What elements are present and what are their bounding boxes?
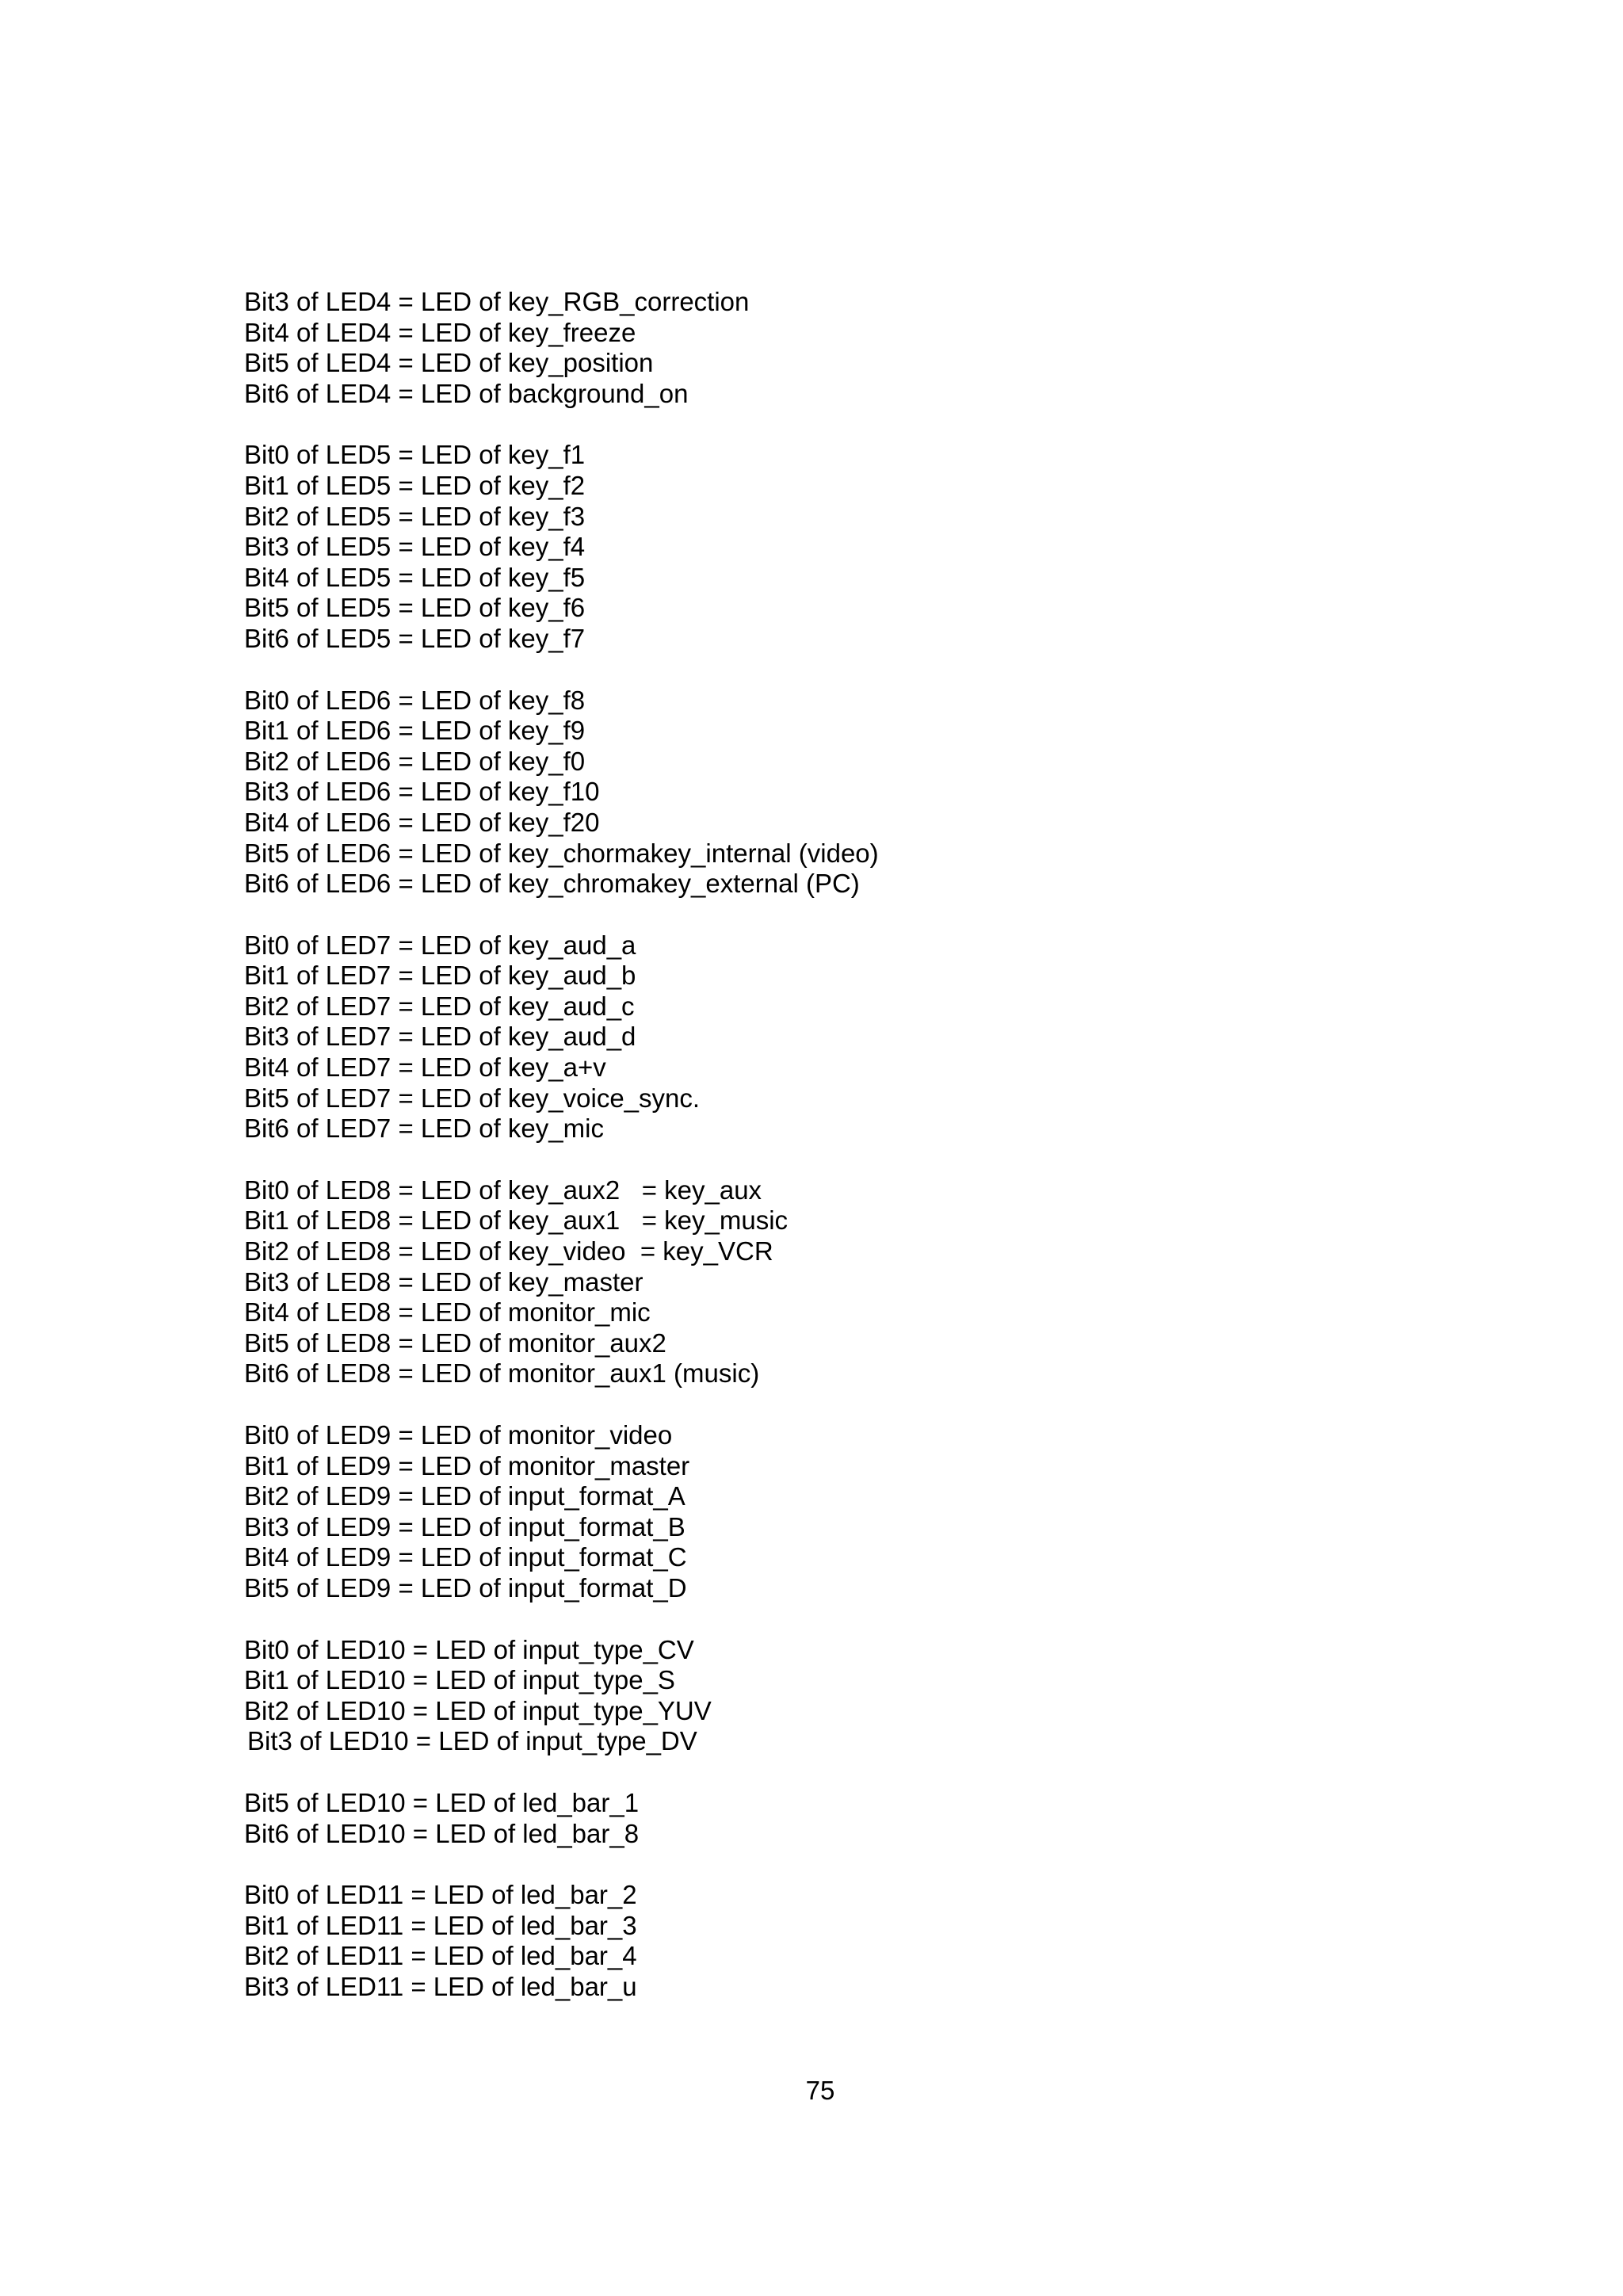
bit-mapping-line: Bit5 of LED6 = LED of key_chormakey_internal (video) <box>244 838 879 868</box>
bit-mapping-line: Bit6 of LED8 = LED of monitor_aux1 (music) <box>244 1358 760 1389</box>
bit-mapping-line: Bit2 of LED11 = LED of led_bar_4 <box>244 1941 637 1971</box>
bit-mapping-line: Bit4 of LED6 = LED of key_f20 <box>244 807 600 837</box>
bit-mapping-line: Bit1 of LED8 = LED of key_aux1 = key_music <box>244 1205 789 1236</box>
bit-mapping-line: Bit5 of LED9 = LED of input_format_D <box>244 1572 687 1603</box>
bit-mapping-line: Bit5 of LED5 = LED of key_f6 <box>244 593 586 623</box>
led4-bit-group <box>244 287 1433 409</box>
led7-bit-group <box>244 930 1433 1144</box>
bit-mapping-line: Bit3 of LED10 = LED of input_type_DV <box>247 1726 697 1756</box>
bit-mapping-line: Bit0 of LED10 = LED of input_type_CV <box>244 1634 694 1664</box>
bit-mapping-line: Bit0 of LED6 = LED of key_f8 <box>244 685 586 715</box>
bit-mapping-line: Bit2 of LED5 = LED of key_f3 <box>244 501 586 531</box>
document-body <box>244 287 1433 2034</box>
led6-bit-group <box>244 686 1433 900</box>
led11-bit-group <box>244 1880 1433 2002</box>
bit-mapping-line: Bit1 of LED7 = LED of key_aud_b <box>244 961 636 991</box>
bit-mapping-line: Bit0 of LED5 = LED of key_f1 <box>244 440 586 470</box>
bit-mapping-line: Bit2 of LED9 = LED of input_format_A <box>244 1481 685 1511</box>
bit-mapping-line: Bit6 of LED10 = LED of led_bar_8 <box>244 1818 640 1848</box>
page-number: 75 <box>805 2076 835 2105</box>
led5-bit-group <box>244 440 1433 654</box>
bit-mapping-line: Bit5 of LED10 = LED of led_bar_1 <box>244 1787 640 1817</box>
bit-mapping-line: Bit6 of LED7 = LED of key_mic <box>244 1114 604 1144</box>
bit-mapping-line: Bit1 of LED5 = LED of key_f2 <box>244 470 586 500</box>
bit-mapping-line: Bit1 of LED9 = LED of monitor_master <box>244 1450 690 1480</box>
led9-bit-group <box>244 1420 1433 1604</box>
bit-mapping-line: Bit4 of LED7 = LED of key_a+v <box>244 1052 606 1083</box>
bit-mapping-line: Bit3 of LED8 = LED of key_master <box>244 1266 643 1297</box>
bit-mapping-line: Bit6 of LED6 = LED of key_chromakey_external (PC) <box>244 869 860 899</box>
led8-bit-group <box>244 1175 1433 1389</box>
bit-mapping-line: Bit4 of LED9 = LED of input_format_C <box>244 1542 687 1572</box>
bit-mapping-line: Bit3 of LED5 = LED of key_f4 <box>244 532 586 562</box>
bit-mapping-line: Bit3 of LED11 = LED of led_bar_u <box>244 1971 637 2001</box>
bit-mapping-line: Bit3 of LED9 = LED of input_format_B <box>244 1511 685 1541</box>
led10-input-type-group <box>244 1635 1433 1757</box>
bit-mapping-line: Bit3 of LED6 = LED of key_f10 <box>244 777 600 807</box>
bit-mapping-line: Bit2 of LED6 = LED of key_f0 <box>244 746 586 776</box>
bit-mapping-line: Bit3 of LED7 = LED of key_aud_d <box>244 1022 636 1052</box>
bit-mapping-line: Bit6 of LED5 = LED of key_f7 <box>244 623 586 653</box>
bit-mapping-line: Bit0 of LED8 = LED of key_aux2 = key_aux <box>244 1175 762 1205</box>
led10-led-bar-group <box>244 1788 1433 1849</box>
bit-mapping-line: Bit5 of LED7 = LED of key_voice_sync. <box>244 1083 701 1113</box>
bit-mapping-line: Bit3 of LED4 = LED of key_RGB_correction <box>244 287 750 316</box>
bit-mapping-line: Bit0 of LED9 = LED of monitor_video <box>244 1420 673 1450</box>
bit-mapping-line: Bit5 of LED8 = LED of monitor_aux2 <box>244 1328 666 1358</box>
bit-mapping-line: Bit1 of LED6 = LED of key_f9 <box>244 716 586 746</box>
bit-mapping-line: Bit0 of LED7 = LED of key_aud_a <box>244 930 636 960</box>
bit-mapping-line: Bit2 of LED10 = LED of input_type_YUV <box>244 1695 712 1725</box>
bit-mapping-line: Bit4 of LED8 = LED of monitor_mic <box>244 1297 651 1328</box>
bit-mapping-line: Bit4 of LED5 = LED of key_f5 <box>244 562 586 592</box>
bit-mapping-line: Bit2 of LED7 = LED of key_aud_c <box>244 991 635 1021</box>
bit-mapping-line: Bit0 of LED11 = LED of led_bar_2 <box>244 1880 637 1910</box>
bit-mapping-line: Bit6 of LED4 = LED of background_on <box>244 378 689 408</box>
bit-mapping-line: Bit5 of LED4 = LED of key_position <box>244 348 654 378</box>
bit-mapping-line: Bit1 of LED11 = LED of led_bar_3 <box>244 1910 637 1940</box>
bit-mapping-line: Bit1 of LED10 = LED of input_type_S <box>244 1665 675 1695</box>
bit-mapping-line: Bit2 of LED8 = LED of key_video = key_VCR <box>244 1236 773 1266</box>
bit-mapping-line: Bit4 of LED4 = LED of key_freeze <box>244 317 636 347</box>
